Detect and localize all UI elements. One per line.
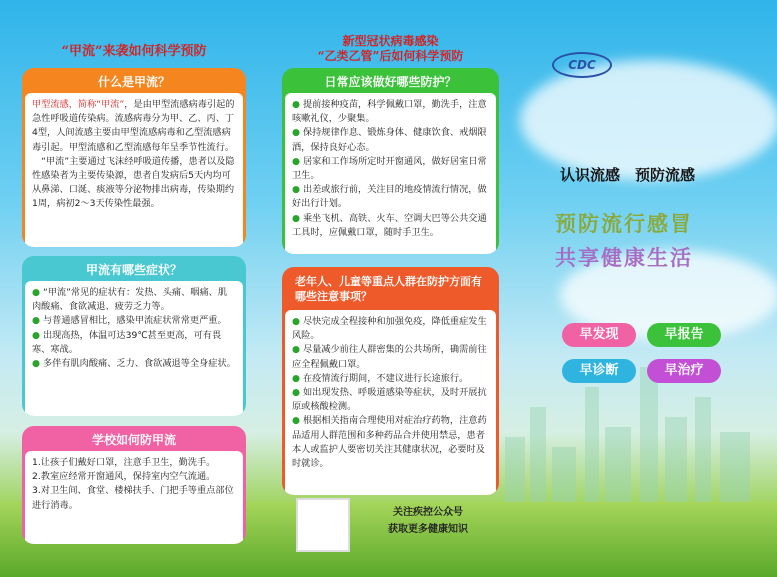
list-item (292, 183, 489, 211)
bullet-icon: ● (292, 127, 303, 139)
list-item (32, 470, 236, 484)
panel-daily-protection (282, 68, 499, 254)
list-item-text: 如出现发热、呼吸道感染等症状，及时开展抗原或核酸检测。 (292, 387, 487, 413)
list-item (292, 343, 489, 371)
list-item-text: 1.让孩子们戴好口罩，注意手卫生，勤洗手。 (32, 457, 216, 468)
bullet-icon: ● (32, 287, 43, 298)
panel-symptoms (22, 256, 246, 416)
list-item-text: 尽量减少前往人群密集的公共场所，确需前往应全程佩戴口罩。 (292, 344, 487, 370)
list-item-text: 出现高热，体温可达39℃甚至更高，可有畏寒、寒战。 (32, 329, 222, 355)
panel-body (285, 310, 496, 495)
panel-heading: 学校如何防甲流 (91, 433, 176, 447)
bullet-icon: ● (292, 155, 303, 167)
list-item (32, 484, 236, 512)
panel-key-groups (282, 267, 499, 495)
list-item-text: 乘坐飞机、高铁、火车、空调大巴等公共交通工具时，应佩戴口罩，随时手卫生。 (292, 212, 487, 238)
bullet-icon: ● (32, 358, 43, 370)
list-item-text: 居家和工作场所定时开窗通风，做好居室日常卫生。 (292, 155, 487, 182)
bullet-icon: ● (292, 99, 303, 110)
panel-body (25, 93, 243, 247)
qr-caption-1: 关注疾控公众号 (393, 507, 463, 518)
panel-body (25, 451, 243, 544)
panel-body (25, 281, 243, 416)
bullet-icon: ● (292, 212, 303, 224)
qr-caption-2: 获取更多健康知识 (388, 524, 468, 535)
panel-what-is-flu (22, 68, 246, 247)
early-report-button: 早报告 (647, 323, 721, 347)
list-item (292, 315, 489, 343)
list-item (32, 286, 236, 314)
list-item-text: 多伴有肌肉酸痛、乏力、食欲减退等全身症状。 (42, 358, 236, 370)
cdc-logo-text: CDC (568, 58, 596, 72)
mid-title-line2: “乙类乙管”后如何科学预防 (317, 49, 464, 63)
list-item (292, 98, 489, 126)
building (640, 367, 658, 517)
list-item-text: 保持规律作息、锻炼身体、健康饮食、戒烟限酒，保持良好心态。 (292, 127, 487, 153)
bullet-icon: ● (292, 415, 303, 427)
list-item (32, 456, 236, 470)
panel-heading: 日常应该做好哪些防护？ (324, 75, 457, 89)
list-item (292, 212, 489, 240)
list-item-text: 根据相关指南合理使用对症治疗药物，注意药品适用人群范围和多种药品合并使用禁忌，患者本人或监护人要密切关注其健康状况，必要时及时就诊。 (292, 415, 487, 470)
early-detect-button: 早发现 (562, 323, 636, 347)
body-text: ，是由甲型流感病毒引起的急性呼吸道传染病。流感病毒分为甲、乙、丙、丁4型，人间流感主要由甲型流感病毒和乙型流感病毒引起。甲型流感和乙型流感每年呈季节性流行。 (32, 99, 235, 153)
list-item-text: 与普通感冒相比，感染甲流症状常常更严重。 (42, 315, 227, 327)
slogan: 认识流感 预防流感 (560, 166, 696, 184)
list-item-text: 2.教室应经常开窗通风，保持室内空气流通。 (32, 471, 216, 483)
cloud (520, 60, 777, 180)
list-item-text: 出差或旅行前，关注目的地疫情流行情况，做好出行计划。 (292, 184, 487, 210)
left-title: “甲流”来袭如何科学预防 (61, 44, 207, 59)
qr-code (296, 498, 350, 552)
body-text: “甲流”主要通过飞沫经呼吸道传播，患者以及隐性感染者为主要传染源，患者自发病后5天内均可从鼻涕、口涎、痰液等分泌物排出病毒，传染期约1周，病初2～3天传染性最强。 (32, 155, 235, 210)
highlight-text: 甲型流感，简称“甲流” (32, 99, 125, 110)
building (585, 387, 599, 517)
panel-heading: 什么是甲流？ (97, 75, 170, 89)
list-item (32, 357, 236, 371)
list-item (292, 386, 489, 414)
bullet-icon: ● (292, 372, 303, 384)
bullet-icon: ● (32, 315, 43, 327)
list-item-text: “甲流”常见的症状有：发热、头痛、咽痛、肌肉酸痛、食欲减退、疲劳乏力等。 (32, 287, 228, 313)
bullet-icon: ● (32, 329, 43, 341)
panel-heading: 甲流有哪些症状？ (85, 263, 182, 277)
headline-1: 预防流行感冒 (555, 211, 693, 236)
list-item-text: 尽快完成全程接种和加强免疫，降低重症发生风险。 (292, 316, 487, 342)
bullet-icon: ● (292, 387, 303, 399)
bullet-icon: ● (292, 344, 303, 356)
panel-body (285, 93, 496, 254)
list-item (32, 314, 236, 328)
list-item-text: 3.对卫生间、食堂、楼梯扶手、门把手等重点部位进行消毒。 (32, 485, 234, 511)
panel-school-prevention (22, 426, 246, 544)
list-item (292, 155, 489, 183)
mid-title-line1: 新型冠状病毒感染 (342, 34, 439, 48)
early-treat-button: 早治疗 (647, 359, 721, 383)
list-item (292, 372, 489, 386)
headline-2: 共享健康生活 (555, 245, 693, 270)
list-item-text: 提前接种疫苗，科学佩戴口罩，勤洗手，注意咳嗽礼仪，少聚集。 (292, 99, 487, 125)
list-item (32, 329, 236, 357)
cdc-logo (552, 52, 612, 78)
bullet-icon: ● (292, 184, 303, 196)
list-item-text: 在疫情流行期间，不建议进行长途旅行。 (302, 372, 469, 384)
bullet-icon: ● (292, 316, 303, 327)
early-diagnose-button: 早诊断 (562, 359, 636, 383)
list-item (292, 126, 489, 154)
list-item (292, 414, 489, 471)
panel-heading: 老年人、儿童等重点人群在防护方面有哪些注意事项？ (295, 275, 482, 303)
building (695, 397, 711, 517)
building (530, 407, 546, 517)
